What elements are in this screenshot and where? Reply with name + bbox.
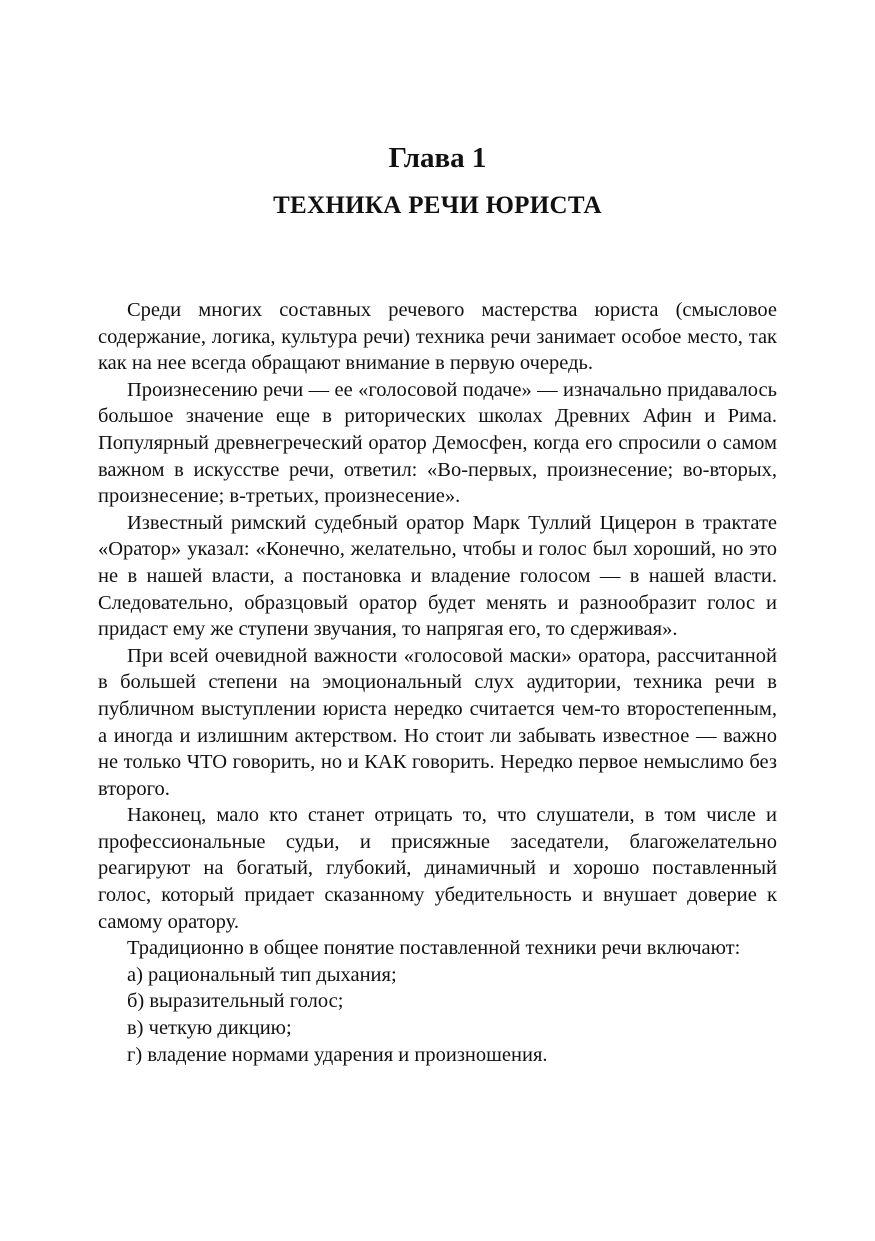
chapter-title: ТЕХНИКА РЕЧИ ЮРИСТА (273, 192, 602, 219)
paragraph-3: Известный римский судебный оратор Марк Туллий Цицерон в трактате «Оратор» указал: «Конечно, желательно, чтобы и голос был хороший, но это не в нашей власти, а постановка и владение голосом — в нашей власти. Следовательно, образцовый оратор будет менять и разнообразит голос и придаст ему же ступени звучания, то напрягая его, то сдерживая». (98, 511, 777, 641)
list-item: а) рациональный тип дыхания; (127, 963, 397, 986)
list-item: г) владение нормами ударения и произношения. (127, 1043, 548, 1066)
list-item: в) четкую дикцию; (127, 1017, 292, 1040)
paragraph-2: Произнесению речи — ее «голосовой подаче» — изначально придавалось большое значение еще в риторических школах Древних Афин и Рима. Популярный древнегреческий оратор Демосфен, когда его спросили о самом важном в искусстве речи, ответил: «Во-первых, произнесение; во-вторых, произнесение; в-третьих, произнесение». (98, 378, 777, 508)
paragraph-5: Наконец, мало кто станет отрицать то, что слушатели, в том числе и профессиональные судьи, и присяжные заседатели, благожелательно реагируют на богатый, глубокий, динамичный и хорошо поставленный голос, который придает сказанному убедительность и внушает доверие к самому оратору. (98, 804, 777, 933)
paragraph-1: Среди многих составных речевого мастерства юриста (смысловое содержание, логика, культура речи) техника речи занимает особое место, так как на нее всегда обращают внимание в первую очередь. (98, 299, 777, 375)
paragraph-6: Традиционно в общее понятие поставленной техники речи включают: (127, 937, 741, 960)
technique-list (98, 962, 777, 1068)
chapter-label: Глава 1 (388, 142, 487, 174)
list-item: б) выразительный голос; (127, 990, 344, 1013)
body-text (98, 297, 777, 1068)
paragraph-4: При всей очевидной важности «голосовой маски» оратора, рассчитанной в большей степени на эмоциональный слух аудитории, техника речи в публичном выступлении юриста нередко считается чем-то второстепенным, а иногда и излишним актерством. Но стоит ли забывать известное — важно не только ЧТО говорить, но и КАК говорить. Нередко первое немыслимо без второго. (98, 644, 777, 800)
